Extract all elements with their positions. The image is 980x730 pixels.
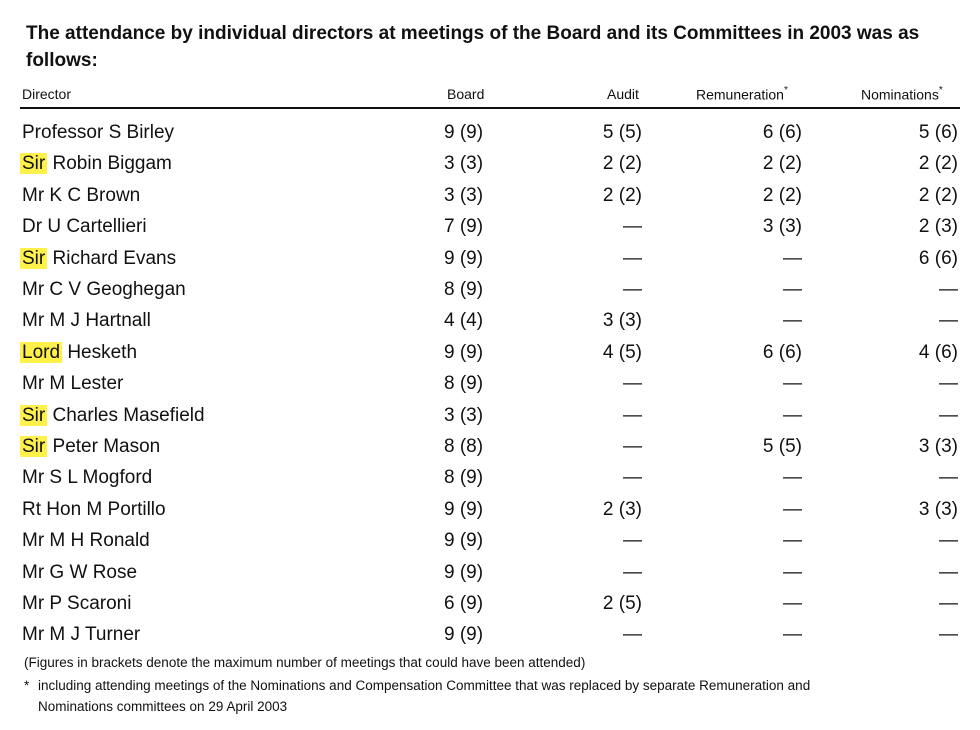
director-name xyxy=(22,306,151,336)
director-name-text: Mr M J Hartnall xyxy=(22,310,151,332)
director-name-text: Mr G W Rose xyxy=(22,561,138,583)
table-row xyxy=(0,149,980,179)
remuneration-attendance: 2 (2) xyxy=(762,153,802,175)
asterisk-footnote-line1: including attending meetings of the Nominations and Compensation Committee that was replaced by separate Remuneration and xyxy=(38,678,811,693)
table-row xyxy=(0,558,980,588)
board-attendance: 6 (9) xyxy=(444,593,484,614)
director-name-text: Peter Mason xyxy=(52,436,161,457)
director-name xyxy=(22,401,205,431)
nominations-attendance: 3 (3) xyxy=(918,498,958,520)
table-row xyxy=(0,401,980,431)
audit-attendance: 2 (5) xyxy=(602,593,642,614)
board-attendance: 4 (4) xyxy=(444,310,484,332)
director-name xyxy=(22,526,150,556)
board-attendance: 9 (9) xyxy=(444,247,484,269)
table-row xyxy=(0,275,980,305)
audit-attendance: — xyxy=(623,404,642,426)
highlighted-title: Sir xyxy=(22,436,46,457)
nominations-attendance: 4 (6) xyxy=(918,341,958,363)
column-header-remuneration: Remuneration* xyxy=(696,85,788,103)
remuneration-attendance: — xyxy=(783,373,802,395)
table-row xyxy=(0,526,980,556)
nominations-attendance: 2 (2) xyxy=(918,153,958,175)
nominations-attendance: — xyxy=(939,310,958,332)
remuneration-attendance: 3 (3) xyxy=(762,216,802,238)
audit-attendance: — xyxy=(623,561,642,583)
asterisk-marker: * xyxy=(783,85,788,96)
highlighted-title: Lord xyxy=(22,341,61,363)
nominations-attendance: 3 (3) xyxy=(918,436,958,457)
director-name-text: Mr M H Ronald xyxy=(22,530,150,552)
director-name xyxy=(22,338,137,368)
table-row xyxy=(0,589,980,619)
board-attendance: 9 (9) xyxy=(444,561,484,583)
board-attendance: 9 (9) xyxy=(444,624,484,646)
board-attendance: 8 (8) xyxy=(444,436,484,457)
director-name-text: Richard Evans xyxy=(52,247,177,269)
nominations-attendance: — xyxy=(939,530,958,552)
board-attendance: 8 (9) xyxy=(444,373,484,395)
board-attendance: 8 (9) xyxy=(444,279,484,300)
nominations-attendance: 5 (6) xyxy=(918,122,958,143)
director-name-text: Charles Masefield xyxy=(52,404,205,426)
director-name xyxy=(22,181,140,211)
remuneration-attendance: 5 (5) xyxy=(762,436,802,457)
brackets-footnote: (Figures in brackets denote the maximum number of meetings that could have been attended) xyxy=(24,655,586,670)
column-header-board: Board xyxy=(447,86,485,102)
highlighted-title: Sir xyxy=(22,153,46,175)
director-name-text: Mr K C Brown xyxy=(22,184,141,206)
remuneration-attendance: 2 (2) xyxy=(762,184,802,206)
table-row xyxy=(0,181,980,211)
table-row xyxy=(0,338,980,368)
remuneration-attendance: — xyxy=(783,310,802,332)
director-name-text: Mr P Scaroni xyxy=(22,593,132,614)
director-name-text: Professor S Birley xyxy=(22,122,175,143)
director-name xyxy=(22,149,172,179)
table-row xyxy=(0,306,980,336)
table-row xyxy=(0,118,980,148)
board-attendance: 9 (9) xyxy=(444,498,484,520)
audit-attendance: 2 (2) xyxy=(602,184,642,206)
highlighted-title: Sir xyxy=(22,247,46,269)
director-name xyxy=(22,495,166,525)
remuneration-attendance: — xyxy=(783,467,802,489)
header-rule xyxy=(20,107,960,109)
audit-attendance: 2 (2) xyxy=(602,153,642,175)
table-row xyxy=(0,369,980,399)
column-header-director: Director xyxy=(22,86,72,102)
table-row xyxy=(0,495,980,525)
nominations-attendance: — xyxy=(939,373,958,395)
nominations-attendance: — xyxy=(939,624,958,646)
director-name xyxy=(22,558,137,588)
director-name-text: Mr S L Mogford xyxy=(22,467,153,489)
table-row xyxy=(0,620,980,650)
nominations-attendance: — xyxy=(939,467,958,489)
director-name-text: Dr U Cartellieri xyxy=(22,216,147,238)
nominations-attendance: — xyxy=(939,593,958,614)
remuneration-attendance: — xyxy=(783,561,802,583)
remuneration-attendance: — xyxy=(783,624,802,646)
director-name xyxy=(22,432,160,462)
table-row xyxy=(0,463,980,493)
director-name-text: Robin Biggam xyxy=(52,153,172,175)
asterisk-footnote-line2: Nominations committees on 29 April 2003 xyxy=(38,699,288,714)
remuneration-attendance: — xyxy=(783,498,802,520)
board-attendance: 3 (3) xyxy=(444,153,484,175)
audit-attendance: — xyxy=(623,467,642,489)
audit-attendance: — xyxy=(623,436,642,457)
nominations-attendance: — xyxy=(939,279,958,300)
director-name xyxy=(22,620,140,650)
column-header-nominations: Nominations* xyxy=(861,85,943,103)
remuneration-attendance: — xyxy=(783,593,802,614)
nominations-attendance: — xyxy=(939,404,958,426)
audit-attendance: 4 (5) xyxy=(602,341,642,363)
asterisk-marker: * xyxy=(938,85,943,96)
asterisk-marker: * xyxy=(24,678,30,693)
remuneration-attendance: — xyxy=(783,404,802,426)
audit-attendance: — xyxy=(623,624,642,646)
nominations-attendance: 6 (6) xyxy=(918,247,958,269)
director-name-text: Mr C V Geoghegan xyxy=(22,279,186,300)
highlighted-title: Sir xyxy=(22,404,46,426)
audit-attendance: — xyxy=(623,247,642,269)
column-header-audit: Audit xyxy=(607,86,639,102)
director-name-text: Rt Hon M Portillo xyxy=(22,498,166,520)
nominations-attendance: 2 (3) xyxy=(918,216,958,238)
remuneration-attendance: — xyxy=(783,530,802,552)
remuneration-attendance: 6 (6) xyxy=(762,341,802,363)
board-attendance: 9 (9) xyxy=(444,530,484,552)
audit-attendance: — xyxy=(623,279,642,300)
board-attendance: 7 (9) xyxy=(444,216,484,238)
director-name-text: Mr M Lester xyxy=(22,373,124,395)
nominations-attendance: 2 (2) xyxy=(918,184,958,206)
board-attendance: 3 (3) xyxy=(444,184,484,206)
director-name-text: Mr M J Turner xyxy=(22,624,141,646)
director-name xyxy=(22,212,147,242)
audit-attendance: — xyxy=(623,530,642,552)
remuneration-attendance: — xyxy=(783,279,802,300)
audit-attendance: 5 (5) xyxy=(602,122,642,143)
director-name xyxy=(22,589,131,619)
table-row xyxy=(0,212,980,242)
director-name xyxy=(22,369,123,399)
audit-attendance: 2 (3) xyxy=(602,498,642,520)
remuneration-attendance: 6 (6) xyxy=(762,122,802,143)
section-title: The attendance by individual directors at meetings of the Board and its Committees in 2003 was as follows: xyxy=(26,23,920,71)
director-name-text: Hesketh xyxy=(67,341,138,363)
audit-attendance: — xyxy=(623,373,642,395)
remuneration-attendance: — xyxy=(783,247,802,269)
director-name xyxy=(22,118,174,148)
audit-attendance: — xyxy=(623,216,642,238)
nominations-attendance: — xyxy=(939,561,958,583)
board-attendance: 9 (9) xyxy=(444,122,484,143)
asterisk-footnote xyxy=(24,675,954,717)
board-attendance: 9 (9) xyxy=(444,341,484,363)
director-name xyxy=(22,463,152,493)
director-name xyxy=(22,244,176,274)
table-row xyxy=(0,432,980,462)
board-attendance: 3 (3) xyxy=(444,404,484,426)
board-attendance: 8 (9) xyxy=(444,467,484,489)
table-row xyxy=(0,244,980,274)
audit-attendance: 3 (3) xyxy=(602,310,642,332)
director-name xyxy=(22,275,186,305)
